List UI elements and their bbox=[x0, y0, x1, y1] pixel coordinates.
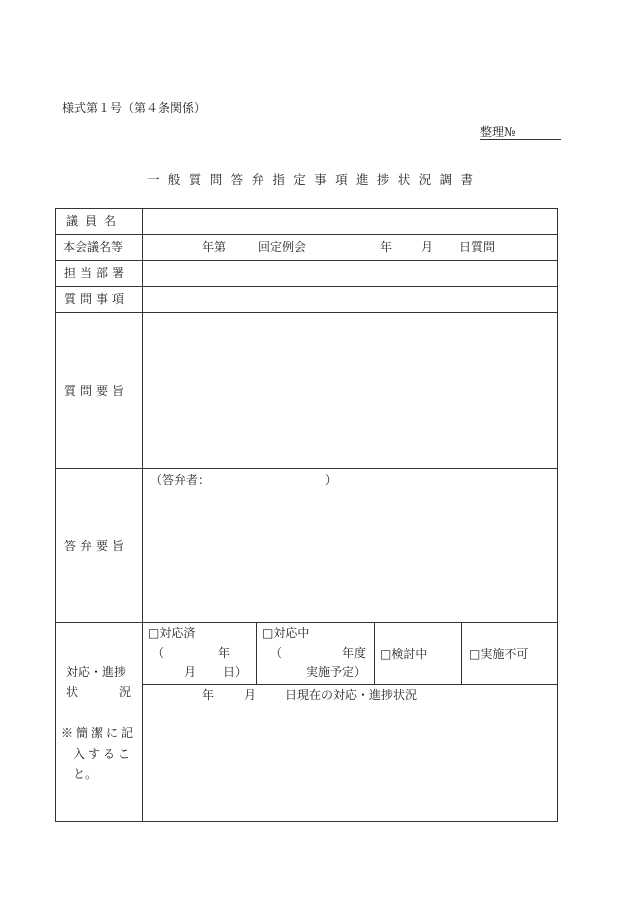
reference-number-label: 整理№ bbox=[480, 125, 516, 139]
status-label-line2-a: 状 bbox=[66, 685, 79, 699]
row-divider bbox=[56, 260, 557, 261]
option-in-progress-fiscal-year: 年度 bbox=[342, 646, 367, 660]
option-divider bbox=[374, 622, 375, 684]
current-status-month: 月 bbox=[244, 688, 257, 702]
answerer-close: ） bbox=[325, 473, 338, 487]
question-item-field[interactable] bbox=[144, 288, 556, 312]
option-in-progress-paren: （ bbox=[270, 646, 283, 660]
option-in-progress[interactable] bbox=[258, 624, 374, 684]
option-divider bbox=[256, 622, 257, 684]
status-note-line1: ※簡潔に記 bbox=[61, 726, 137, 740]
status-note-line2: 入するこ bbox=[73, 747, 134, 761]
department-label: 担当部署 bbox=[64, 266, 129, 280]
session-date-day: 日質問 bbox=[459, 240, 496, 254]
status-label-line1: 対応・進捗 bbox=[66, 665, 127, 679]
answer-summary-label: 答弁要旨 bbox=[64, 539, 129, 553]
option-done[interactable] bbox=[144, 624, 256, 684]
form-number-label: 様式第１号（第４条関係） bbox=[62, 101, 207, 115]
option-done-day: 日） bbox=[223, 665, 248, 679]
session-field[interactable] bbox=[144, 236, 556, 260]
option-not-feasible[interactable] bbox=[463, 624, 556, 684]
status-note-line3: と。 bbox=[73, 767, 98, 781]
session-regular-text: 回定例会 bbox=[258, 240, 307, 254]
row-divider bbox=[56, 622, 557, 623]
row-divider bbox=[56, 468, 557, 469]
current-status-field[interactable] bbox=[144, 686, 556, 821]
row-divider bbox=[56, 234, 557, 235]
answerer-open: （答弁者： bbox=[150, 473, 211, 487]
department-field[interactable] bbox=[144, 262, 556, 286]
option-under-review[interactable] bbox=[376, 624, 461, 684]
session-label: 本会議名等 bbox=[63, 240, 124, 254]
session-date-year: 年 bbox=[380, 240, 393, 254]
status-label-line2-b: 況 bbox=[119, 685, 132, 699]
option-not-feasible-label: □実施不可 bbox=[469, 647, 529, 661]
status-report-table bbox=[55, 208, 558, 822]
document-title: 一般質問答弁指定事項進捗状況調書 bbox=[147, 172, 482, 187]
question-summary-field[interactable] bbox=[144, 314, 556, 468]
question-summary-label: 質問要旨 bbox=[64, 384, 129, 398]
session-year-text: 年第 bbox=[202, 240, 227, 254]
option-under-review-label: □検討中 bbox=[380, 647, 428, 661]
session-date-month: 月 bbox=[421, 240, 434, 254]
option-in-progress-label: □対応中 bbox=[262, 626, 310, 640]
answer-summary-field[interactable] bbox=[144, 470, 556, 622]
label-column-divider bbox=[142, 209, 143, 821]
row-divider bbox=[56, 312, 557, 313]
option-in-progress-plan: 実施予定） bbox=[306, 665, 367, 679]
row-divider bbox=[143, 684, 557, 685]
option-divider bbox=[461, 622, 462, 684]
option-done-month: 月 bbox=[184, 665, 197, 679]
reference-number-underline bbox=[480, 139, 561, 140]
member-name-label: 議員名 bbox=[66, 214, 124, 228]
current-status-year: 年 bbox=[202, 688, 215, 702]
member-name-field[interactable] bbox=[144, 210, 556, 234]
option-done-paren: （ bbox=[152, 646, 165, 660]
row-divider bbox=[56, 286, 557, 287]
option-done-label: □対応済 bbox=[148, 626, 196, 640]
question-item-label: 質問事項 bbox=[64, 292, 129, 306]
option-done-year: 年 bbox=[218, 646, 231, 660]
current-status-suffix: 日現在の対応・進捗状況 bbox=[285, 688, 418, 702]
